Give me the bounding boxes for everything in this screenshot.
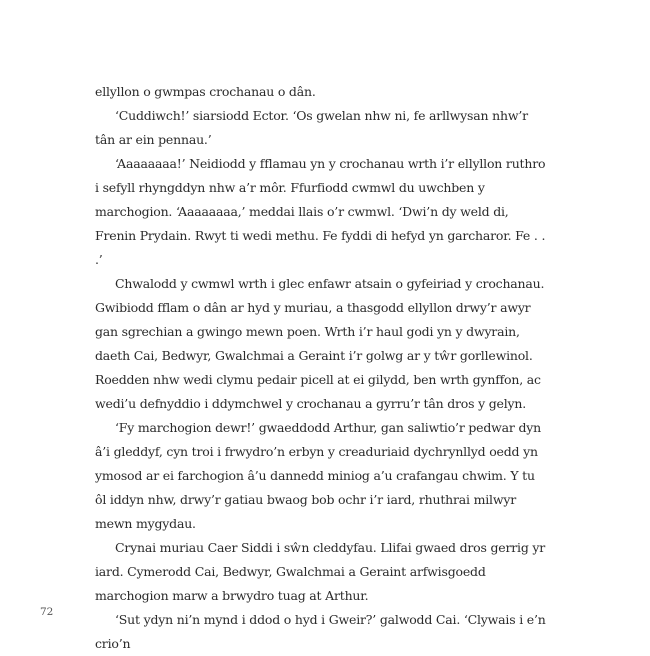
page-number: 72 [40,606,54,618]
paragraph-6: Crynai muriau Caer Siddi i sŵn cleddyfau. Llifai gwaed dros gerrig yr iard. Cymerodd Cai, Bedwyr, Gwalchmai a Geraint arfwisgoedd marchogion marw a brwydro tuag at Arthur. [95,540,546,603]
body-text [95,80,547,656]
paragraph-5: ‘Fy marchogion dewr!’ gwaeddodd Arthur, gan saliwtio’r pedwar dyn â’i gleddyf, cyn troi i frwydro’n erbyn y creaduriaid dychrynllyd oedd yn ymosod ar ei farchogion â’u dannedd miniog a’u crafangau chwim. Y tu ôl iddyn nhw, drwy’r gatiau bwaog bob ochr i’r iard, rhuthrai milwyr mewn mygydau. [95,420,541,531]
paragraph-7: ‘Sut ydyn ni’n mynd i ddod o hyd i Gweir?’ galwodd Cai. ‘Clywais i e’n crio’n [95,612,546,651]
paragraph-3: ‘Aaaaaaaa!’ Neidiodd y fflamau yn y crochanau wrth i’r ellyllon ruthro i sefyll rhyngddyn nhw a’r môr. Ffurfiodd cwmwl du uwchben y marchogion. ‘Aaaaaaaa,’ meddai llais o’r cwmwl. ‘Dwi’n dy weld di, Frenin Prydain. Rwyt ti wedi methu. Fe fyddi di hefyd yn garcharor. Fe . . .’ [95,156,546,267]
paragraph-2: ‘Cuddiwch!’ siarsiodd Ector. ‘Os gwelan nhw ni, fe arllwysan nhw’r tân ar ein pennau.’ [95,108,528,147]
paragraph-4: Chwalodd y cwmwl wrth i glec enfawr atsain o gyfeiriad y crochanau. Gwibiodd fflam o dân ar hyd y muriau, a thasgodd ellyllon drwy’r awyr gan sgrechian a gwingo mewn poen. Wrth i’r haul godi yn y dwyrain, daeth Cai, Bedwyr, Gwalchmai a Geraint i’r golwg ar y tŵr gorllewinol. Roedden nhw wedi clymu pedair picell at ei gilydd, ben wrth gynffon, ac wedi’u defnyddio i ddymchwel y crochanau a gyrru’r tân dros y gelyn. [95,276,545,411]
paragraph-1: ellyllon o gwmpas crochanau o dân. [95,84,316,99]
